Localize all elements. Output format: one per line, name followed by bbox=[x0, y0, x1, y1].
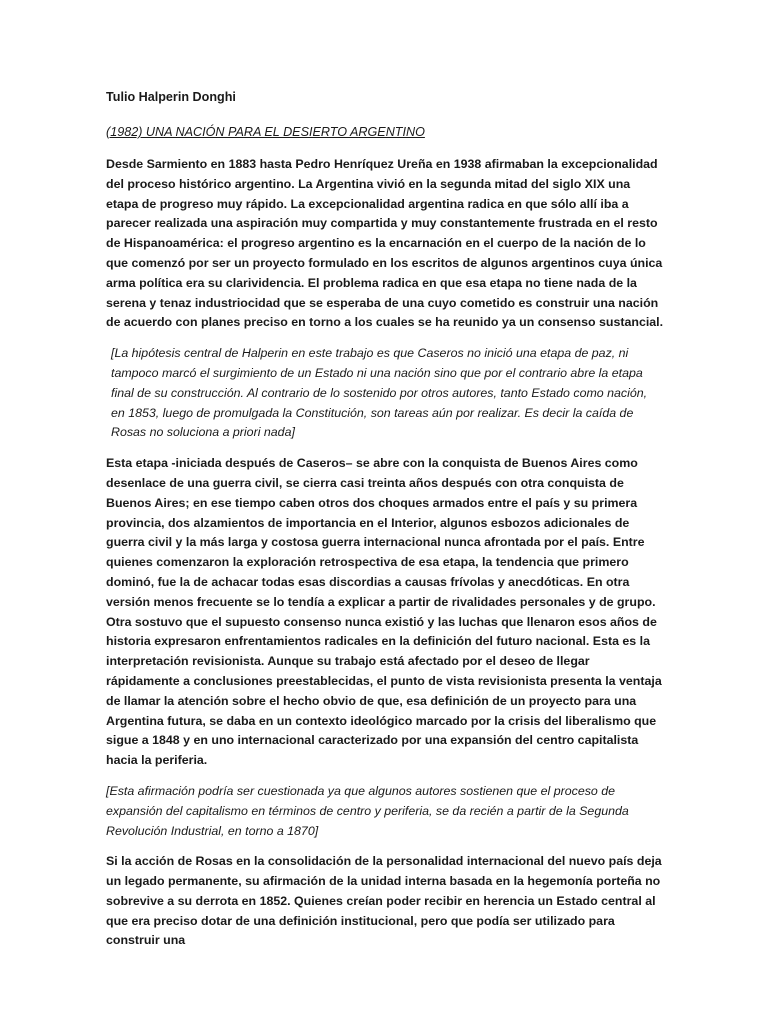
paragraph-caseros-stage: Esta etapa -iniciada después de Caseros– se abre con la conquista de Buenos Aires como desenlace de una guerra civil, se cierra casi treinta años después con otra conquista de Buenos Aires; en ese tiempo caben otros dos choques armados entre el país y su primera provincia, dos alzamientos de importancia en el Interior, algunos esbozos adicionales de guerra civil y la más larga y costosa guerra internacional nunca afrontada por el país. Entre quienes comenzaron la exploración retrospectiva de esa etapa, la tendencia que primero dominó, fue la de achacar todas esas discordias a causas frívolas y anecdóticas. En otra versión menos frecuente se lo tendía a explicar a partir de rivalidades personales y de grupo. Otra sostuvo que el supuesto consenso nunca existió y las luchas que llenaron esos años de historia expresaron enfrentamientos radicales en la definición del futuro nacional. Esta es la interpretación revisionista. Aunque su trabajo está afectado por el deseo de llegar rápidamente a conclusiones preestablecidas, el punto de vista revisionista presenta la ventaja de llamar la atención sobre el hecho obvio de que, esa definición de un proyecto para una Argentina futura, se daba en un contexto ideológico marcado por la crisis del liberalismo que sigue a 1848 y en uno internacional caracterizado por una expansión del centro capitalista hacia la periferia. bbox=[106, 456, 662, 768]
paragraph-intro: Desde Sarmiento en 1883 hasta Pedro Henríquez Ureña en 1938 afirmaban la excepcionalidad del proceso histórico argentino. La Argentina vivió en la segunda mitad del siglo XIX una etapa de progreso muy rápido. La excepcionalidad argentina radica en que sólo allí iba a parecer realizada una aspiración muy compartida y muy constantemente frustrada en el resto de Hispanoamérica: el progreso argentino es la encarnación en el cuerpo de la nación de lo que comenzó por ser un proyecto formulado en los escritos de algunos argentinos cuya única arma política era su clarividencia. El problema radica en que esa etapa no tiene nada de la serena y tenaz industriocidad que se esperaba de una cuyo cometido es construir una nación de acuerdo con planes preciso en torno a los cuales se ha reunido ya un consenso sustancial. bbox=[106, 157, 664, 330]
document-title: (1982) UNA NACIÓN PARA EL DESIERTO ARGENTINO bbox=[106, 125, 425, 139]
author-name: Tulio Halperin Donghi bbox=[106, 90, 236, 104]
document-page bbox=[106, 87, 664, 962]
paragraph-commentary-expansion: [Esta afirmación podría ser cuestionada ya que algunos autores sostienen que el proceso de expansión del capitalismo en términos de centro y periferia, se da recién a partir de la Segunda Revolución Industrial, en torno a 1870] bbox=[106, 783, 629, 838]
paragraph-commentary-hypothesis: [La hipótesis central de Halperin en este trabajo es que Caseros no inició una etapa de paz, ni tampoco marcó el surgimiento de un Estado ni una nación sino que por el contrario abre la etapa final de su construcción. Al contrario de lo sostenido por otros autores, tanto Estado como nación, en 1853, luego de promulgada la Constitución, son tareas aún por realizar. Es decir la caída de Rosas no soluciona a priori nada] bbox=[111, 346, 648, 440]
paragraph-rosas-legacy: Si la acción de Rosas en la consolidación de la personalidad internacional del nuevo país deja un legado permanente, su afirmación de la unidad interna basada en la hegemonía porteña no sobrevive a su derrota en 1852. Quienes creían poder recibir en herencia un Estado central al que era preciso dotar de una definición institucional, pero que podía ser utilizado para construir una bbox=[106, 854, 662, 948]
